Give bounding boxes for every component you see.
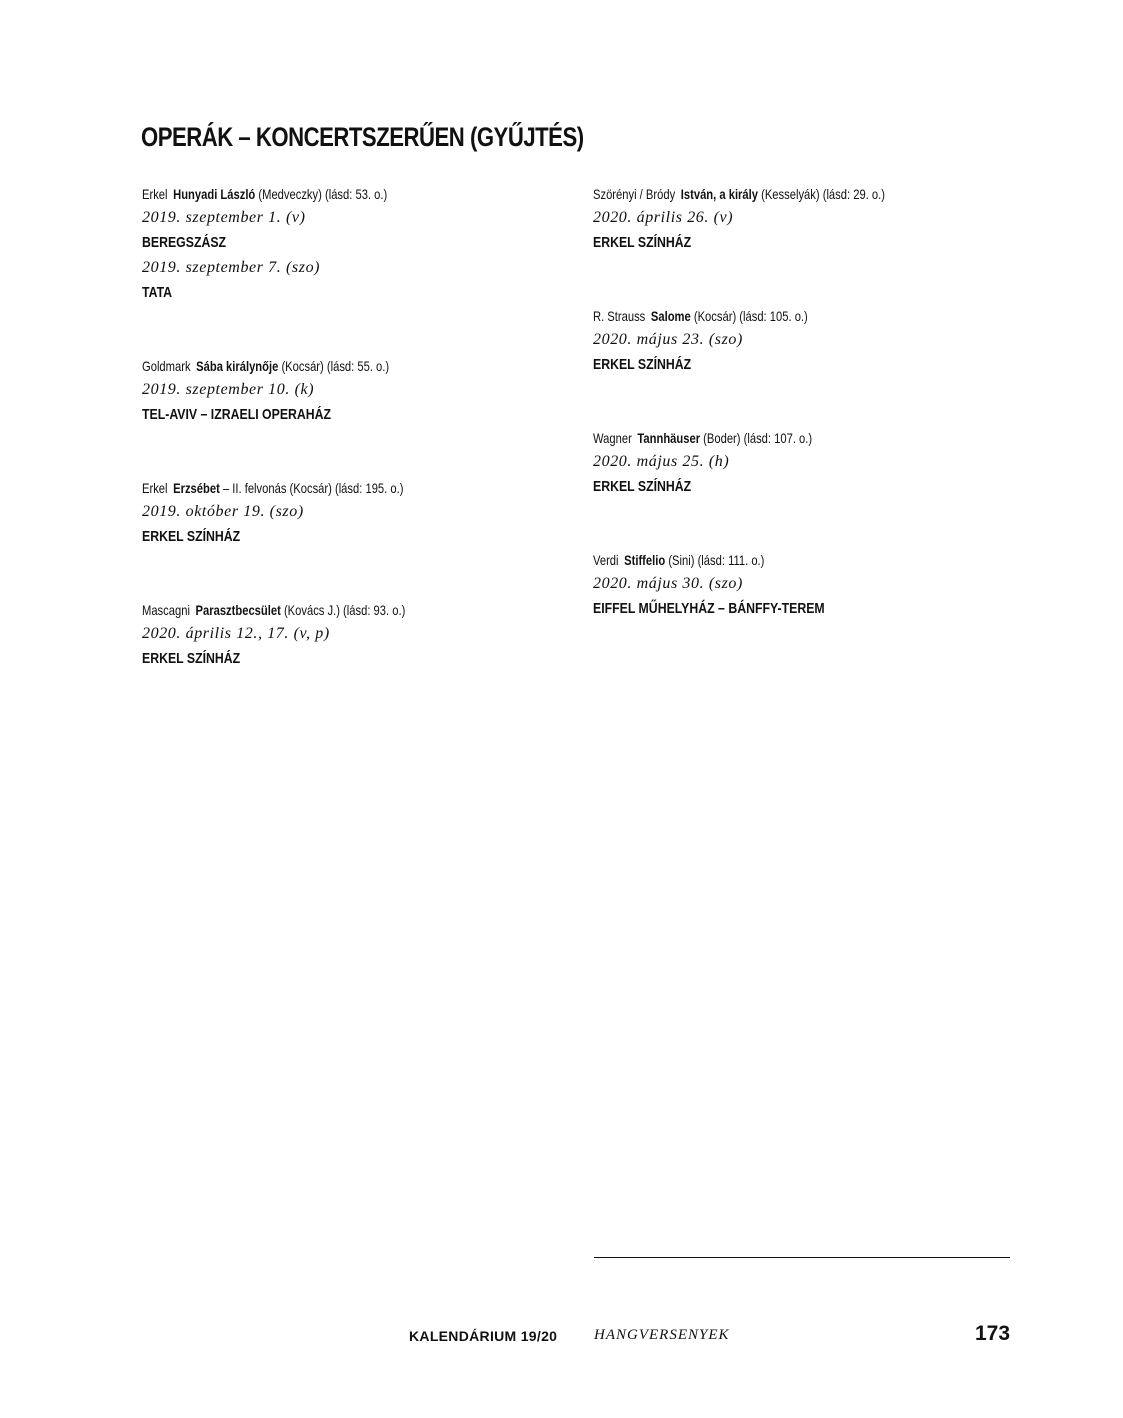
- entry-details: (Medveczky) (lásd: 53. o.): [258, 186, 388, 202]
- opera-entry: [142, 599, 562, 671]
- work-title: Salome: [650, 308, 691, 324]
- performance-venue: ERKEL SZÍNHÁZ: [142, 650, 241, 667]
- composer: Goldmark: [142, 358, 191, 374]
- entry-details: (Kocsár) (lásd: 55. o.): [281, 358, 390, 374]
- performance-venue: ERKEL SZÍNHÁZ: [593, 234, 692, 251]
- opera-entry: [593, 305, 1013, 377]
- footer-publication: KALENDÁRIUM 19/20: [409, 1328, 558, 1344]
- performance-venue: ERKEL SZÍNHÁZ: [593, 356, 692, 373]
- entry-heading: [593, 305, 929, 327]
- entry-heading: [593, 427, 929, 449]
- composer: Mascagni: [142, 602, 190, 618]
- composer: Verdi: [593, 552, 619, 568]
- performance-date: 2019. szeptember 7. (szo): [142, 259, 321, 276]
- entry-heading: [142, 355, 478, 377]
- footer-section: HANGVERSENYEK: [594, 1327, 730, 1343]
- entry-heading: [593, 549, 929, 571]
- work-title: Stiffelio: [624, 552, 666, 568]
- entry-details: (Kesselyák) (lásd: 29. o.): [761, 186, 885, 202]
- performance-venue: TEL-AVIV – IZRAELI OPERAHÁZ: [142, 406, 332, 423]
- work-title: István, a király: [680, 186, 758, 202]
- composer: R. Strauss: [593, 308, 646, 324]
- opera-entry: [142, 183, 562, 305]
- left-column: [142, 183, 562, 721]
- composer: Erkel: [142, 186, 168, 202]
- entry-details: (Kocsár) (lásd: 105. o.): [693, 308, 808, 324]
- composer: Wagner: [593, 430, 632, 446]
- entry-details: (Boder) (lásd: 107. o.): [703, 430, 813, 446]
- performance-date: 2020. április 12., 17. (v, p): [142, 625, 330, 642]
- page-title: OPERÁK – KONCERTSZERŰEN (GYŰJTÉS): [141, 122, 584, 152]
- entry-heading: [593, 183, 929, 205]
- opera-entry: [593, 427, 1013, 499]
- right-column: [593, 183, 1013, 671]
- performance-date: 2020. május 23. (szo): [593, 331, 743, 348]
- performance-date: 2020. május 30. (szo): [593, 575, 743, 592]
- performance-date: 2020. május 25. (h): [593, 453, 730, 470]
- performance-venue: ERKEL SZÍNHÁZ: [593, 478, 692, 495]
- work-title: Sába királynője: [196, 358, 279, 374]
- opera-entry: [142, 355, 562, 427]
- opera-entry: [142, 477, 562, 549]
- performance-venue: ERKEL SZÍNHÁZ: [142, 528, 241, 545]
- entry-heading: [142, 183, 478, 205]
- entry-heading: [142, 599, 478, 621]
- work-title: Tannhäuser: [637, 430, 701, 446]
- entry-heading: [142, 477, 478, 499]
- performance-venue: TATA: [142, 284, 173, 301]
- performance-date: 2020. április 26. (v): [593, 209, 734, 226]
- opera-entry: [593, 549, 1013, 621]
- opera-entry: [593, 183, 1013, 255]
- entry-details: (Kovács J.) (lásd: 93. o.): [283, 602, 406, 618]
- entry-details: – II. felvonás (Kocsár) (lásd: 195. o.): [222, 480, 404, 496]
- performance-date: 2019. október 19. (szo): [142, 503, 304, 520]
- entry-details: (Sini) (lásd: 111. o.): [668, 552, 765, 568]
- performance-date: 2019. szeptember 1. (v): [142, 209, 306, 226]
- composer: Erkel: [142, 480, 168, 496]
- performance-venue: EIFFEL MŰHELYHÁZ – BÁNFFY-TEREM: [593, 600, 825, 617]
- work-title: Hunyadi László: [173, 186, 256, 202]
- composer: Szörényi / Bródy: [593, 186, 676, 202]
- work-title: Erzsébet: [173, 480, 220, 496]
- performance-date: 2019. szeptember 10. (k): [142, 381, 315, 398]
- footer-divider: [594, 1257, 1010, 1258]
- page-number: 173: [975, 1322, 1011, 1345]
- performance-venue: BEREGSZÁSZ: [142, 234, 227, 251]
- work-title: Parasztbecsület: [195, 602, 281, 618]
